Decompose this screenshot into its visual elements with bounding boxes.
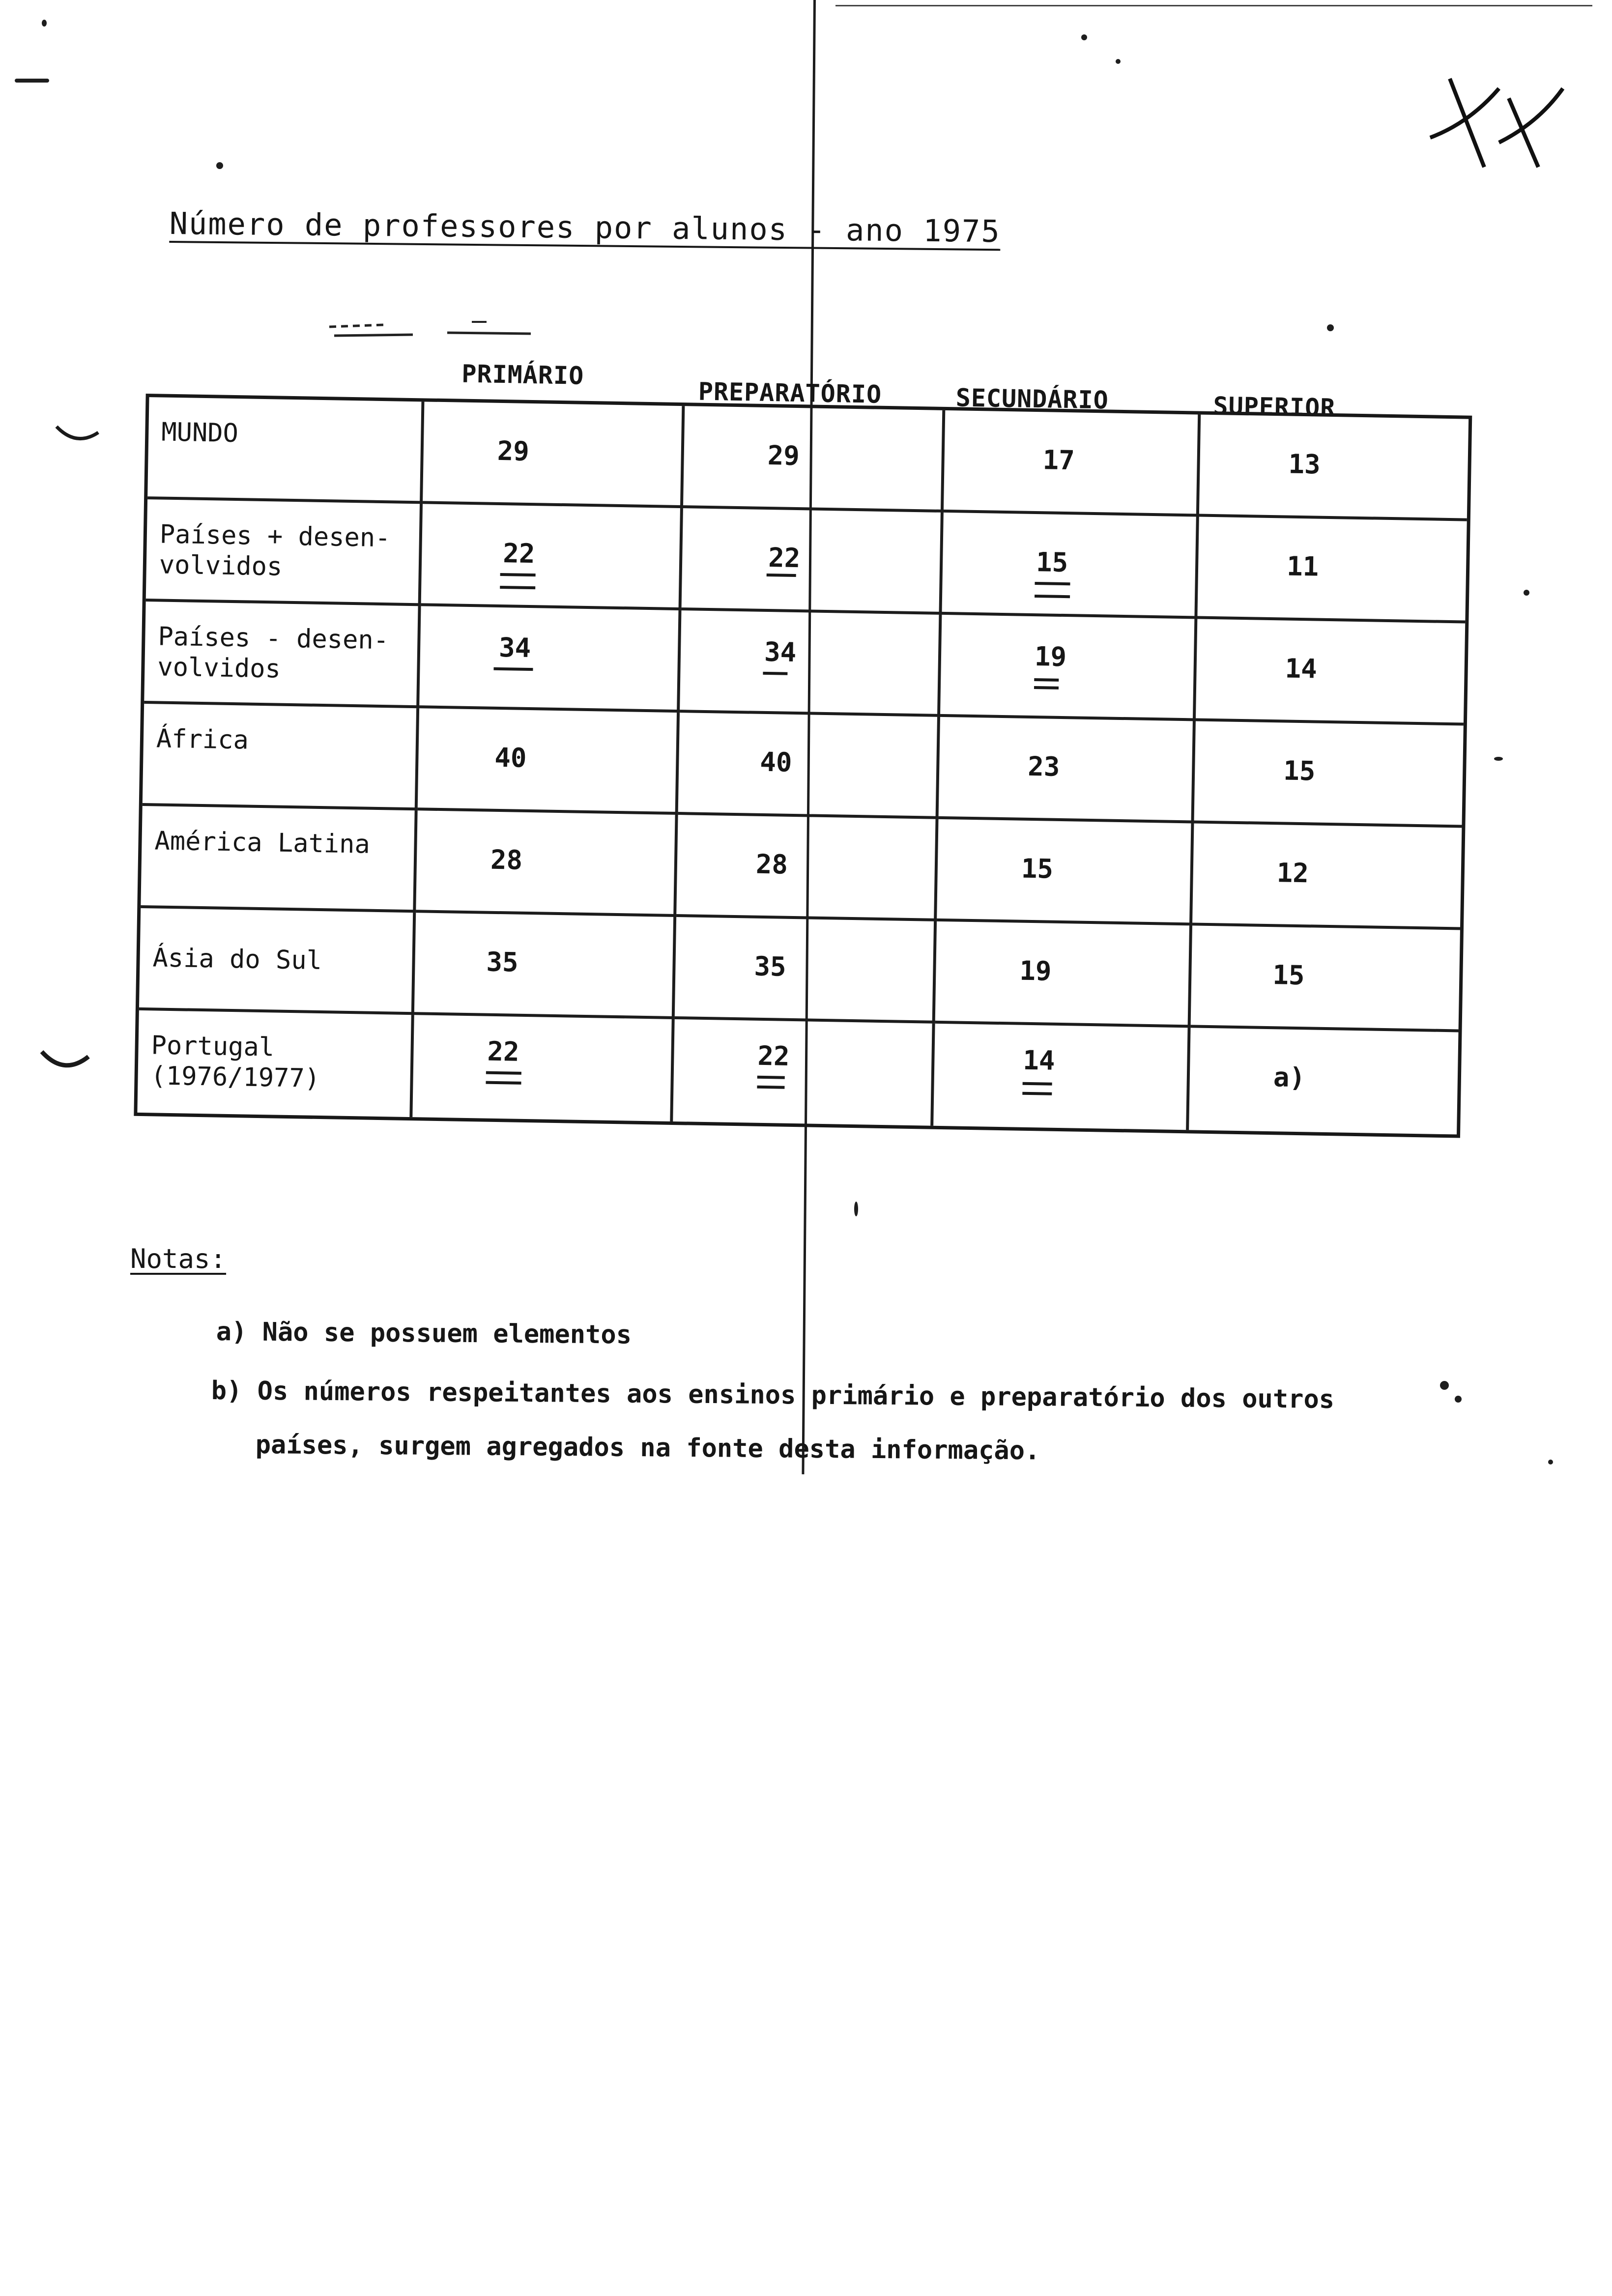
table-cell bbox=[680, 610, 942, 717]
copy-speck bbox=[1548, 1460, 1553, 1464]
cell-value: 14 bbox=[1285, 653, 1318, 685]
cell-value: a) bbox=[1273, 1062, 1306, 1093]
table-cell bbox=[682, 508, 944, 615]
cell-value: 13 bbox=[1288, 448, 1321, 480]
row-label: Países - desen- volvidos bbox=[157, 622, 389, 684]
row-label: Países + desen- volvidos bbox=[159, 519, 391, 582]
cell-value: 12 bbox=[1276, 857, 1309, 889]
table-cell bbox=[939, 717, 1196, 824]
col-header-preparatorio: PREPARATÓRIO bbox=[698, 377, 882, 409]
table-cell bbox=[1189, 1028, 1458, 1134]
table-grid bbox=[134, 394, 1472, 1138]
col-header-secundario: SECUNDÁRIO bbox=[955, 383, 1109, 415]
double-underline-mark bbox=[1035, 582, 1070, 598]
double-underline-mark bbox=[1022, 1082, 1052, 1095]
margin-bracket-icon bbox=[39, 1047, 93, 1076]
copy-speck bbox=[42, 20, 47, 27]
underline-mark bbox=[767, 574, 796, 581]
table-cell bbox=[421, 504, 683, 610]
copy-speck bbox=[1081, 34, 1087, 40]
copy-speck bbox=[1440, 1381, 1449, 1390]
cell-value: 19 bbox=[1019, 955, 1052, 987]
copy-speck bbox=[1494, 757, 1503, 761]
table-cell bbox=[1191, 925, 1460, 1032]
row-label: Ásia do Sul bbox=[152, 943, 322, 976]
cell-value: 40 bbox=[759, 746, 792, 778]
cell-value: 15 bbox=[1283, 755, 1316, 787]
table-cell bbox=[416, 810, 678, 917]
table-row-label-cell bbox=[139, 908, 416, 1015]
table-cell bbox=[940, 615, 1197, 721]
table-cell bbox=[414, 913, 676, 1019]
notes-heading: Notas: bbox=[130, 1243, 227, 1274]
copy-speck bbox=[216, 162, 223, 169]
cell-value: 15 bbox=[1021, 853, 1054, 885]
table-cell bbox=[935, 921, 1192, 1028]
table-cell bbox=[944, 410, 1201, 517]
margin-bracket-icon bbox=[54, 423, 103, 447]
cell-value: 22 bbox=[487, 1035, 520, 1067]
copy-speck bbox=[1524, 590, 1529, 596]
handwritten-xx-mark bbox=[1425, 69, 1573, 177]
row-label: África bbox=[156, 724, 249, 755]
copy-speck bbox=[1455, 1396, 1462, 1403]
table-cell bbox=[1199, 415, 1468, 521]
cell-value: 34 bbox=[498, 631, 531, 664]
table-cell bbox=[673, 1019, 935, 1126]
table-cell bbox=[1194, 721, 1463, 828]
table-row-label-cell bbox=[146, 499, 423, 606]
note-b: b) Os números respeitantes aos ensinos primário e preparatório dos outros bbox=[211, 1376, 1335, 1414]
cell-value: 29 bbox=[767, 439, 800, 472]
table-cell bbox=[418, 708, 680, 815]
table-row-label-cell bbox=[137, 1010, 414, 1117]
data-table bbox=[104, 354, 1483, 1143]
cell-value: 15 bbox=[1036, 546, 1068, 578]
cell-value: 22 bbox=[757, 1040, 790, 1072]
row-label: América Latina bbox=[154, 826, 371, 860]
table-cell bbox=[423, 402, 685, 508]
table-row-label-cell bbox=[147, 397, 424, 504]
double-underline-mark bbox=[500, 573, 536, 589]
cell-value: 29 bbox=[497, 435, 530, 467]
table-cell bbox=[1196, 619, 1465, 726]
copy-speck bbox=[1327, 324, 1334, 331]
table-cell bbox=[675, 917, 937, 1024]
table-cell bbox=[1192, 823, 1462, 930]
scribble-mark bbox=[324, 307, 580, 342]
table-cell bbox=[933, 1024, 1190, 1130]
cell-value: 40 bbox=[494, 742, 527, 774]
note-a: a) Não se possuem elementos bbox=[216, 1317, 632, 1350]
cell-value: 14 bbox=[1022, 1044, 1055, 1076]
underline-mark bbox=[763, 672, 787, 677]
cell-value: 11 bbox=[1286, 550, 1319, 582]
table-cell bbox=[419, 606, 681, 713]
copy-speck bbox=[1116, 59, 1121, 64]
page-title: Número de professores por alunos - ano 1975 bbox=[169, 205, 1001, 250]
cell-value: 35 bbox=[753, 950, 787, 982]
table-cell bbox=[942, 513, 1199, 619]
cell-value: 34 bbox=[764, 636, 797, 668]
cell-value: 28 bbox=[490, 844, 523, 876]
col-header-superior: SUPERIOR bbox=[1213, 392, 1336, 423]
cell-value: 15 bbox=[1272, 959, 1305, 991]
table-row-label-cell bbox=[143, 704, 419, 810]
page-top-edge bbox=[835, 5, 1592, 6]
cell-value: 22 bbox=[768, 542, 801, 574]
underline-mark bbox=[493, 667, 533, 673]
table-cell bbox=[676, 815, 938, 921]
table-cell bbox=[412, 1015, 674, 1121]
cell-value: 19 bbox=[1034, 641, 1067, 673]
cell-value: 22 bbox=[502, 538, 535, 570]
cell-value: 28 bbox=[755, 848, 788, 880]
note-b-continued: países, surgem agregados na fonte desta informação. bbox=[255, 1430, 1040, 1466]
cell-value: 17 bbox=[1042, 444, 1075, 476]
double-underline-mark bbox=[757, 1076, 784, 1089]
table-row-label-cell bbox=[141, 806, 417, 913]
copy-speck bbox=[854, 1202, 858, 1216]
row-label: MUNDO bbox=[161, 417, 239, 449]
table-cell bbox=[678, 713, 940, 819]
row-label: Portugal (1976/1977) bbox=[150, 1031, 320, 1094]
cell-value: 35 bbox=[486, 946, 519, 978]
col-header-primario: PRIMÁRIO bbox=[461, 359, 584, 390]
table-cell bbox=[683, 406, 945, 513]
table-cell bbox=[937, 819, 1194, 926]
double-underline-mark bbox=[486, 1071, 521, 1085]
double-underline-mark bbox=[1034, 678, 1059, 689]
table-row-label-cell bbox=[144, 602, 421, 708]
table-cell bbox=[1197, 517, 1467, 624]
cell-value: 23 bbox=[1027, 750, 1060, 782]
copy-speck bbox=[15, 79, 49, 83]
